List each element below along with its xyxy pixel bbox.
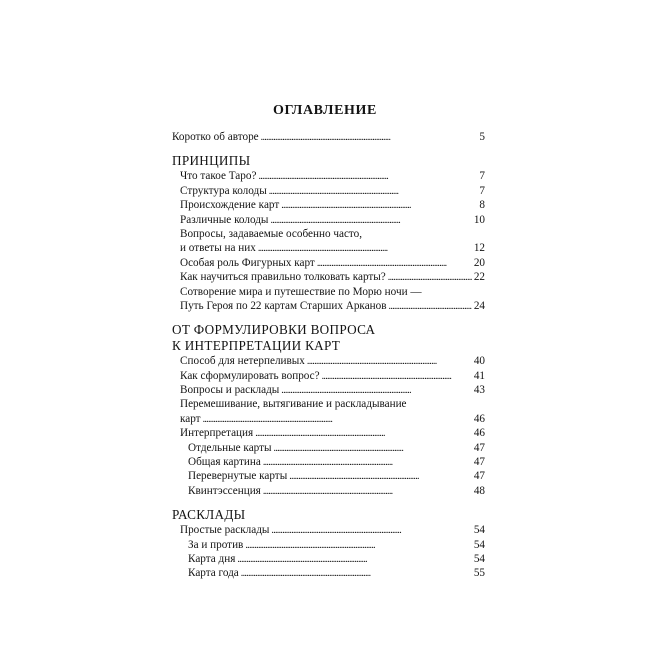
toc-page-number: 48 <box>473 484 485 497</box>
toc-entry-title: Происхождение карт <box>180 199 280 212</box>
toc-entry <box>172 241 485 255</box>
toc-page-number: 41 <box>473 369 485 382</box>
toc-entry <box>172 469 485 483</box>
toc-entry-title: Особая роль Фигурных карт <box>180 256 315 269</box>
toc-leader-dots <box>258 241 472 256</box>
toc-entry <box>172 169 485 183</box>
toc-entry <box>172 441 485 455</box>
toc-leader-dots <box>245 538 471 553</box>
toc-leader-dots <box>255 426 472 441</box>
toc-page-number: 12 <box>473 242 485 255</box>
toc-entry-title: и ответы на них <box>180 242 256 255</box>
toc-entry-title: За и против <box>188 538 244 551</box>
toc-leader-dots <box>269 184 478 199</box>
toc-page-number: 54 <box>473 552 485 565</box>
toc-leader-dots <box>271 523 471 538</box>
toc-page-number: 40 <box>473 355 485 368</box>
toc-leader-dots <box>322 369 472 384</box>
toc-section-heading: РАСКЛАДЫ <box>172 507 246 523</box>
toc-leader-dots <box>317 256 472 271</box>
toc-entry <box>172 426 485 440</box>
table-of-contents <box>172 130 485 581</box>
toc-section-heading: ОТ ФОРМУЛИРОВКИ ВОПРОСА <box>172 322 376 338</box>
toc-entry <box>172 198 485 212</box>
toc-entry <box>172 484 485 498</box>
toc-entry <box>172 455 485 469</box>
toc-entry-title: карт <box>180 412 201 425</box>
toc-entry-title: Квинтэссенция <box>188 484 261 497</box>
toc-leader-dots <box>274 441 472 456</box>
toc-leader-dots <box>203 412 472 427</box>
toc-entry-title: Интерпретация <box>180 427 254 440</box>
toc-entry-title: Способ для нетерпеливых <box>180 355 305 368</box>
toc-page-number: 22 <box>473 271 485 284</box>
toc-entry-line: Сотворение мира и путешествие по Морю ночи — <box>180 285 422 298</box>
toc-entry <box>172 354 485 368</box>
toc-entry <box>172 566 485 580</box>
toc-entry-title: Коротко об авторе <box>172 131 259 143</box>
toc-entry-title: Простые расклады <box>180 524 270 537</box>
toc-entry <box>172 523 485 537</box>
toc-entry <box>172 256 485 270</box>
toc-page-number: 8 <box>479 199 485 212</box>
toc-entry-title: Карта года <box>188 567 239 580</box>
toc-page-number: 5 <box>479 131 485 143</box>
toc-leader-dots <box>388 270 472 285</box>
toc-entry-title: Карта дня <box>188 552 236 565</box>
toc-page-number: 10 <box>473 213 485 226</box>
toc-page-number: 55 <box>473 567 485 580</box>
toc-entry <box>172 383 485 397</box>
toc-page-number: 7 <box>479 184 485 197</box>
toc-page-number: 47 <box>473 456 485 469</box>
toc-page-number: 47 <box>473 470 485 483</box>
toc-leader-dots <box>261 130 478 145</box>
toc-entry <box>172 299 485 313</box>
toc-entry-line: Вопросы, задаваемые особенно часто, <box>180 227 363 240</box>
toc-entry-title: Как сформулировать вопрос? <box>180 369 320 382</box>
toc-section-heading: ПРИНЦИПЫ <box>172 153 251 169</box>
toc-entry <box>172 130 485 144</box>
toc-leader-dots <box>270 213 471 228</box>
toc-page-number: 43 <box>473 384 485 397</box>
toc-entry <box>172 184 485 198</box>
toc-leader-dots <box>281 198 477 213</box>
toc-entry-title: Перевернутые карты <box>188 470 288 483</box>
toc-leader-dots <box>258 169 477 184</box>
toc-entry <box>172 270 485 284</box>
toc-page-number: 46 <box>473 427 485 440</box>
toc-leader-dots <box>263 455 472 470</box>
toc-leader-dots <box>281 383 472 398</box>
toc-entry-title: Отдельные карты <box>188 441 272 454</box>
toc-entry-title: Что такое Таро? <box>180 170 257 183</box>
toc-page-number: 7 <box>479 170 485 183</box>
toc-leader-dots <box>289 469 472 484</box>
toc-entry <box>172 538 485 552</box>
toc-entry-title: Как научиться правильно толковать карты? <box>180 271 386 284</box>
toc-entry-title: Общая картина <box>188 456 261 469</box>
toc-page-number: 47 <box>473 441 485 454</box>
toc-page-number: 46 <box>473 412 485 425</box>
toc-page-number: 24 <box>473 299 485 312</box>
toc-entry <box>172 412 485 426</box>
toc-leader-dots <box>263 484 472 499</box>
toc-leader-dots <box>307 354 472 369</box>
page-title: ОГЛАВЛЕНИЕ <box>273 103 377 118</box>
toc-section-heading: К ИНТЕРПРЕТАЦИИ КАРТ <box>172 338 341 354</box>
toc-leader-dots <box>389 299 472 314</box>
toc-entry-title: Путь Героя по 22 картам Старших Арканов <box>180 299 387 312</box>
toc-page-number: 54 <box>473 524 485 537</box>
toc-leader-dots <box>241 566 472 581</box>
toc-page-number: 20 <box>473 256 485 269</box>
toc-page-number: 54 <box>473 538 485 551</box>
toc-entry-title: Вопросы и расклады <box>180 384 280 397</box>
toc-entry <box>172 213 485 227</box>
toc-entry-title: Различные колоды <box>180 213 269 226</box>
toc-entry <box>172 552 485 566</box>
toc-entry-line: Перемешивание, вытягивание и раскладывание <box>180 398 407 411</box>
toc-entry <box>172 369 485 383</box>
toc-entry-title: Структура колоды <box>180 184 267 197</box>
toc-leader-dots <box>237 552 471 567</box>
